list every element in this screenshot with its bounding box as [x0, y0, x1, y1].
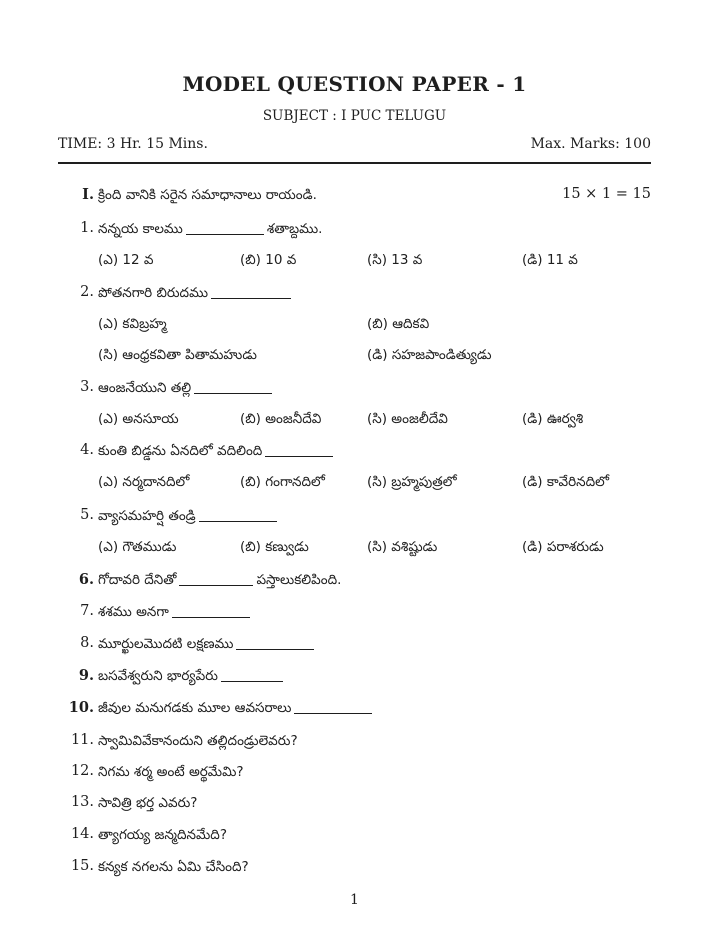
- question-number: 2.: [80, 284, 94, 300]
- max-marks: Max. Marks: 100: [530, 136, 651, 152]
- question-number: 9.: [78, 667, 94, 684]
- question-text: [98, 380, 275, 399]
- answer-blank: [172, 617, 250, 618]
- question-text: త్యాగయ్య జన్మదినమేది?: [98, 827, 228, 843]
- option-d: (డి) పరాశరుడు: [522, 539, 604, 555]
- option-b: (బి) ఆదికవి: [367, 316, 430, 332]
- question-number: 8.: [80, 635, 94, 651]
- page-number: 1: [350, 892, 359, 908]
- question-number: 5.: [80, 507, 94, 523]
- option-d: (డి) సహజపాండిత్యుడు: [367, 347, 492, 363]
- question-number: 14.: [70, 826, 94, 842]
- question-text-before: ఆంజనేయుని తల్లి: [98, 380, 192, 396]
- question-text-before: గోదావరి దేనితో: [98, 572, 177, 588]
- section-marks: 15 × 1 = 15: [562, 186, 651, 202]
- option-c: (సి) 13 వ: [367, 252, 423, 268]
- section-label: I.: [82, 186, 94, 203]
- option-a: (ఎ) అనసూయ: [98, 411, 179, 427]
- question-text: [98, 604, 253, 623]
- question-text: [98, 700, 375, 719]
- option-b: (బి) 10 వ: [240, 252, 297, 268]
- paper-subject: SUBJECT : I PUC TELUGU: [262, 108, 447, 124]
- answer-blank: [236, 649, 314, 650]
- question-number: 1.: [80, 220, 94, 236]
- question-text: [98, 285, 294, 304]
- time-allowed: TIME: 3 Hr. 15 Mins.: [58, 136, 208, 152]
- answer-blank: [211, 298, 291, 299]
- question-number: 15.: [70, 858, 94, 874]
- section-instruction: క్రింది వానికి సరైన సమాధానాలు రాయండి.: [98, 187, 317, 203]
- question-text-before: నన్నయ కాలము: [98, 221, 183, 237]
- question-text-before: మూర్ఖులమొదటి లక్షణము: [98, 636, 234, 652]
- question-text: [98, 443, 336, 462]
- answer-blank: [194, 393, 272, 394]
- header-divider: [58, 162, 651, 164]
- option-b: (బి) గంగానదిలో: [240, 474, 325, 490]
- answer-blank: [199, 521, 277, 522]
- question-text-before: జీవుల మనుగడకు మూల ఆవసరాలు: [98, 700, 292, 716]
- option-d: (డి) 11 వ: [522, 252, 578, 268]
- question-text: [98, 508, 280, 527]
- question-text-before: వ్యాసమహర్షి తండ్రి: [98, 508, 196, 524]
- paper-title: MODEL QUESTION PAPER - 1: [182, 72, 527, 96]
- question-text-before: కుంతి బిడ్డను ఏనదిలో వదిలింది: [98, 443, 263, 459]
- answer-blank: [221, 681, 283, 682]
- question-text-after: శతాబ్దము.: [266, 221, 323, 237]
- question-text-before: పోతనగారి బిరుదము: [98, 285, 209, 301]
- question-text: [98, 668, 286, 687]
- option-a: (ఎ) 12 వ: [98, 252, 154, 268]
- question-number: 6.: [78, 571, 94, 588]
- option-a: (ఎ) నర్మదానదిలో: [98, 474, 190, 490]
- answer-blank: [179, 585, 253, 586]
- question-text: నిగమ శర్మ అంటే అర్థమేమి?: [98, 764, 244, 780]
- option-a: (ఎ) కవిబ్రహ్మ: [98, 316, 167, 332]
- question-number: 3.: [80, 379, 94, 395]
- option-c: (సి) ఆంధ్రకవితా పితామహుడు: [98, 347, 257, 363]
- question-number: 13.: [70, 794, 94, 810]
- option-b: (బి) అంజనీదేవి: [240, 411, 322, 427]
- question-text: సావిత్రి భర్త ఎవరు?: [98, 795, 198, 811]
- question-text: [98, 636, 317, 655]
- question-text-before: బసవేశ్వరుని భార్యపేరు: [98, 668, 218, 684]
- question-text: [98, 572, 341, 591]
- question-text: [98, 221, 322, 240]
- question-text-before: శశము అనగా: [98, 604, 169, 620]
- answer-blank: [294, 713, 372, 714]
- option-a: (ఎ) గౌతముడు: [98, 539, 177, 555]
- question-number: 10.: [68, 699, 94, 716]
- option-d: (డి) కావేరినదిలో: [522, 474, 610, 490]
- question-number: 4.: [80, 442, 94, 458]
- question-number: 11.: [70, 732, 94, 748]
- option-d: (డి) ఊర్వశి: [522, 411, 584, 427]
- question-text: స్వామివివేకానందుని తల్లిదండ్రులెవరు?: [98, 733, 298, 749]
- question-text-after: పస్తాలుకలిపింది.: [256, 572, 342, 588]
- answer-blank: [265, 456, 333, 457]
- option-c: (సి) వశిష్టుడు: [367, 539, 438, 555]
- option-c: (సి) అంజలీదేవి: [367, 411, 448, 427]
- option-c: (సి) బ్రహ్మపుత్రలో: [367, 474, 457, 490]
- question-text: కన్యక నగలను ఏమి చేసింది?: [98, 859, 249, 875]
- question-number: 12.: [70, 763, 94, 779]
- option-b: (బి) కణ్వుడు: [240, 539, 309, 555]
- answer-blank: [186, 234, 264, 235]
- question-number: 7.: [80, 603, 94, 619]
